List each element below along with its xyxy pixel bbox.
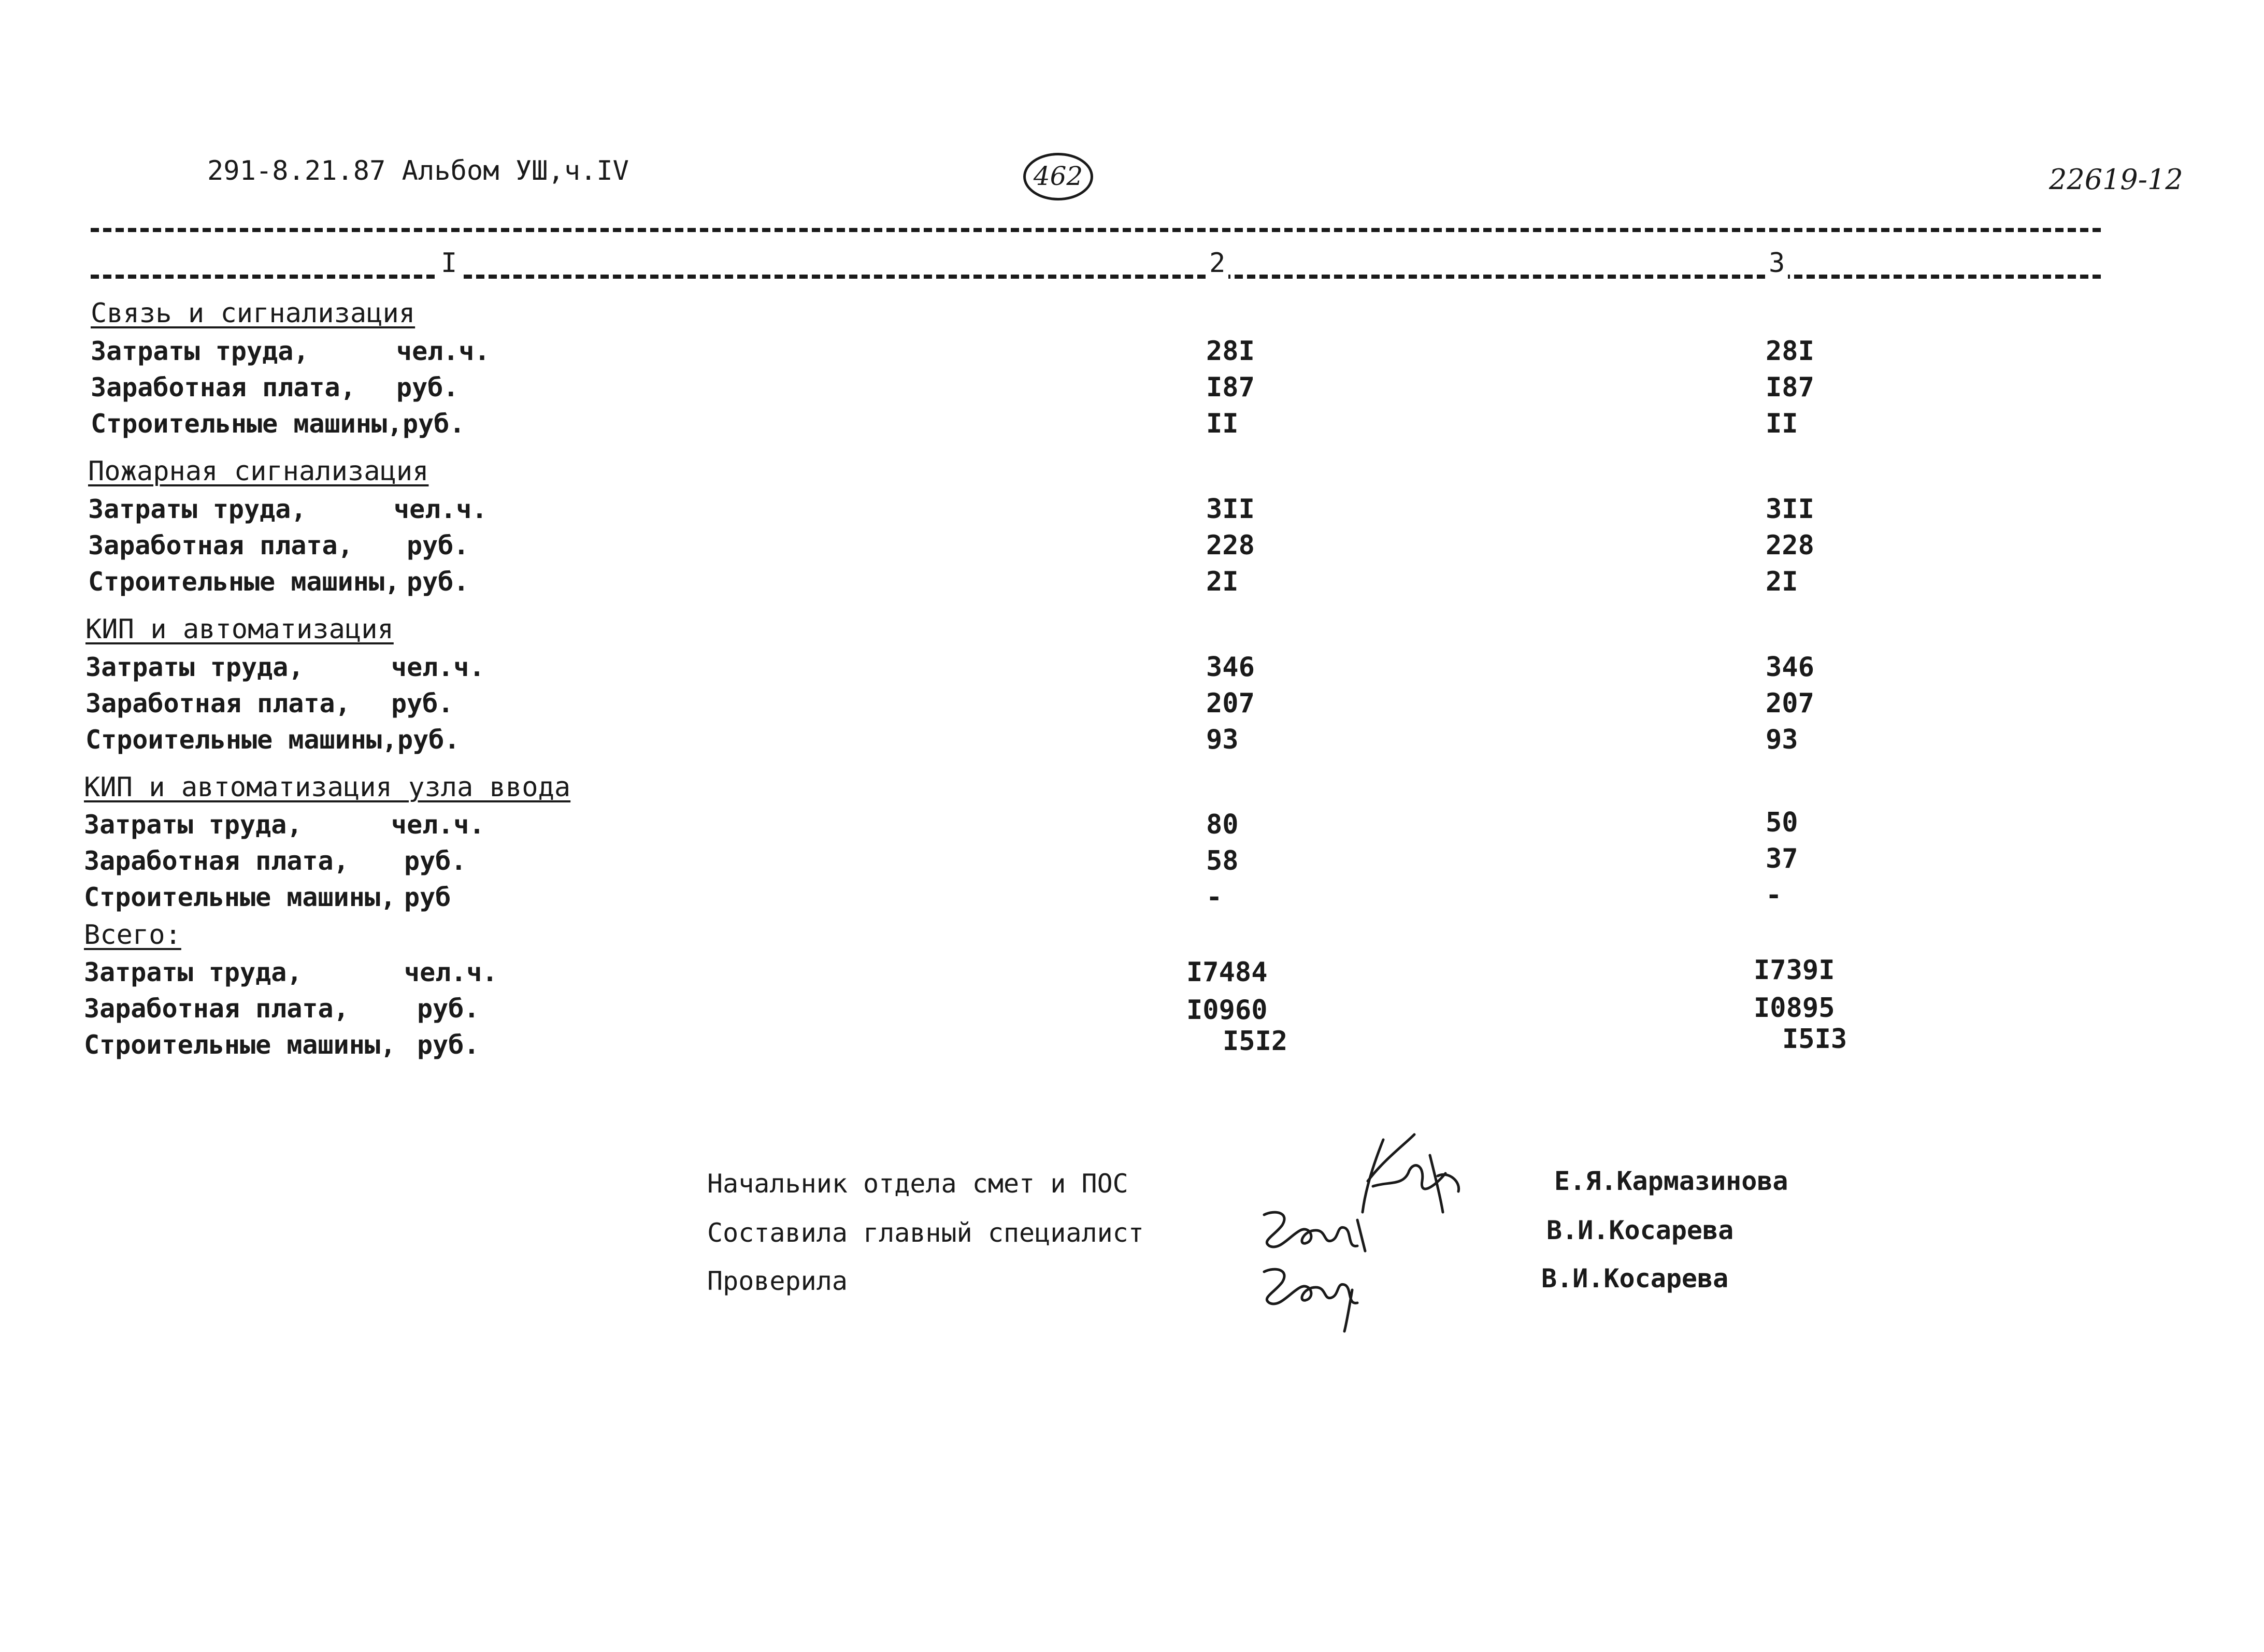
column-number-1: I: [438, 248, 460, 279]
row-label: Затраты труда,: [84, 810, 303, 840]
row-label: Затраты труда,: [85, 652, 304, 682]
value-col3: 3II: [1766, 494, 1814, 525]
page-number-stamp: 462: [1023, 153, 1093, 200]
value-col2: 80: [1206, 809, 1239, 840]
value-col2: 58: [1206, 845, 1239, 877]
value-col3: I739I: [1754, 955, 1835, 986]
value-col2: I5I2: [1223, 1026, 1288, 1057]
value-col2: 2I: [1206, 566, 1239, 597]
document-number: 22619-12: [2049, 163, 2183, 196]
value-col2: I87: [1206, 372, 1255, 403]
value-col3: II: [1766, 408, 1798, 439]
row-label: Заработная плата,: [85, 688, 351, 719]
row-unit: чел.ч.: [394, 494, 488, 524]
signature-name: Е.Я.Кармазинова: [1554, 1166, 1788, 1196]
row-unit: руб.: [407, 567, 469, 597]
column-number-2: 2: [1206, 248, 1228, 279]
row-unit: чел.ч.: [391, 652, 485, 682]
row-label: Строительные машины,: [84, 1030, 396, 1060]
value-col3: 50: [1766, 807, 1798, 838]
section-title: КИП и автоматизация: [85, 614, 394, 645]
value-col2: 228: [1206, 530, 1255, 561]
row-unit: руб.: [417, 1030, 480, 1060]
value-col3: -: [1766, 880, 1782, 911]
row-unit: руб.: [407, 530, 469, 561]
row-label: Заработная плата,: [84, 846, 349, 876]
row-label: Строительные машины,руб.: [85, 725, 460, 755]
handwritten-signature-checker: [1254, 1254, 1383, 1337]
row-label: Заработная плата,: [91, 372, 356, 403]
row-label: Строительные машины,: [88, 567, 400, 597]
signature-role: Составила главный специалист: [707, 1218, 1144, 1248]
value-col3: 346: [1766, 652, 1814, 683]
section-title: КИП и автоматизация узла ввода: [84, 772, 571, 803]
row-unit: чел.ч.: [396, 336, 490, 366]
value-col2: 28I: [1206, 336, 1255, 367]
row-label: Затраты труда,: [84, 957, 303, 987]
value-col3: 207: [1766, 688, 1814, 719]
row-label: Затраты труда,: [88, 494, 307, 524]
signature-name: В.И.Косарева: [1541, 1263, 1729, 1294]
row-unit: руб.: [391, 688, 454, 719]
value-col2: 207: [1206, 688, 1255, 719]
row-label: Строительные машины,руб.: [91, 409, 465, 439]
value-col2: 346: [1206, 652, 1255, 683]
column-header-rule: [91, 275, 2101, 279]
value-col2: 93: [1206, 724, 1239, 755]
signature-role: Начальник отдела смет и ПОС: [707, 1169, 1128, 1199]
value-col3: I87: [1766, 372, 1814, 403]
section-title: Пожарная сигнализация: [88, 456, 429, 487]
signature-name: В.И.Косарева: [1546, 1215, 1734, 1245]
row-label: Затраты труда,: [91, 336, 309, 366]
row-unit: руб.: [396, 372, 459, 403]
row-unit: руб.: [417, 994, 480, 1024]
section-title-total: Всего:: [84, 920, 181, 951]
value-col2: 3II: [1206, 494, 1255, 525]
value-col3: I5I3: [1782, 1024, 1847, 1055]
value-col2: II: [1206, 408, 1239, 439]
row-unit: руб: [404, 882, 451, 912]
row-unit: руб.: [404, 846, 467, 876]
row-label: Заработная плата,: [84, 994, 349, 1024]
value-col3: 37: [1766, 843, 1798, 874]
row-unit: чел.ч.: [391, 810, 485, 840]
handwritten-signature-author: [1254, 1199, 1383, 1256]
value-col3: 228: [1766, 530, 1814, 561]
row-unit: чел.ч.: [404, 957, 498, 987]
album-code: 291-8.21.87 Альбом УШ,ч.IV: [207, 155, 629, 186]
section-title: Связь и сигнализация: [91, 298, 415, 329]
value-col3: I0895: [1754, 993, 1835, 1024]
value-col3: 2I: [1766, 566, 1798, 597]
row-label: Строительные машины,: [84, 882, 396, 912]
value-col2: I7484: [1186, 957, 1268, 988]
value-col2: -: [1206, 882, 1223, 913]
value-col3: 93: [1766, 724, 1798, 755]
top-dashed-rule: [91, 228, 2101, 232]
value-col2: I0960: [1186, 995, 1268, 1026]
row-label: Заработная плата,: [88, 530, 353, 561]
value-col3: 28I: [1766, 336, 1814, 367]
signature-role: Проверила: [707, 1266, 848, 1296]
column-number-3: 3: [1766, 248, 1788, 279]
